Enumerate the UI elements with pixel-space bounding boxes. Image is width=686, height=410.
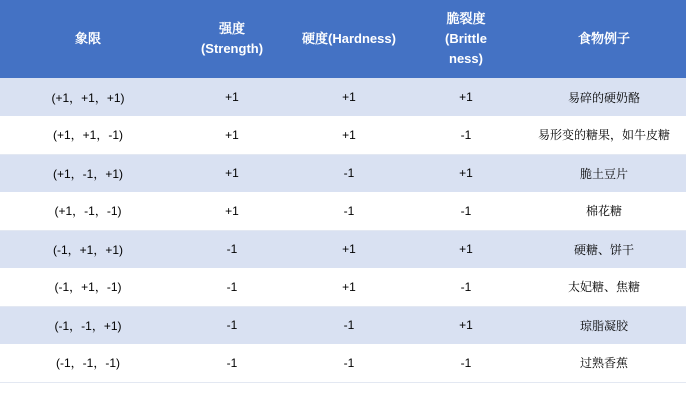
cell-strength: -1 bbox=[176, 268, 288, 306]
cell-quadrant: (-1，-1，+1) bbox=[0, 306, 176, 344]
cell-quadrant: (+1，+1，+1) bbox=[0, 78, 176, 116]
cell-food-example: 易碎的硬奶酪 bbox=[522, 78, 686, 116]
table-row bbox=[0, 192, 686, 230]
table-row bbox=[0, 116, 686, 154]
cell-brittleness: -1 bbox=[410, 192, 522, 230]
cell-hardness: +1 bbox=[288, 78, 410, 116]
table-row bbox=[0, 154, 686, 192]
cell-strength: +1 bbox=[176, 116, 288, 154]
header-line: 象限 bbox=[74, 31, 101, 46]
cell-food-example: 过熟香蕉 bbox=[522, 344, 686, 382]
cell-quadrant: (+1，+1，-1) bbox=[0, 116, 176, 154]
cell-hardness: -1 bbox=[288, 192, 410, 230]
header-line: (Brittle bbox=[445, 31, 487, 46]
cell-quadrant: (-1，-1，-1) bbox=[0, 344, 176, 382]
header-line: (Strength) bbox=[200, 41, 264, 56]
cell-hardness: -1 bbox=[288, 154, 410, 192]
cell-quadrant: (+1，-1，-1) bbox=[0, 192, 176, 230]
cell-food-example: 棉花糖 bbox=[522, 192, 686, 230]
table-header-row bbox=[0, 0, 686, 78]
cell-hardness: -1 bbox=[288, 306, 410, 344]
cell-quadrant: (-1，+1，-1) bbox=[0, 268, 176, 306]
cell-brittleness: -1 bbox=[410, 268, 522, 306]
cell-hardness: +1 bbox=[288, 268, 410, 306]
cell-quadrant: (+1，-1，+1) bbox=[0, 154, 176, 192]
cell-brittleness: +1 bbox=[410, 230, 522, 268]
cell-brittleness: +1 bbox=[410, 306, 522, 344]
column-header-strength bbox=[176, 0, 288, 78]
table-row bbox=[0, 306, 686, 344]
header-line: 食物例子 bbox=[577, 31, 630, 46]
column-header-food-examples bbox=[522, 0, 686, 78]
cell-quadrant: (-1，+1，+1) bbox=[0, 230, 176, 268]
table-row bbox=[0, 268, 686, 306]
cell-hardness: -1 bbox=[288, 344, 410, 382]
cell-hardness: +1 bbox=[288, 230, 410, 268]
cell-brittleness: +1 bbox=[410, 78, 522, 116]
table-row bbox=[0, 230, 686, 268]
cell-strength: -1 bbox=[176, 306, 288, 344]
cell-strength: +1 bbox=[176, 192, 288, 230]
cell-food-example: 易形变的糖果，如牛皮糖 bbox=[522, 116, 686, 154]
cell-food-example: 硬糖、饼干 bbox=[522, 230, 686, 268]
cell-hardness: +1 bbox=[288, 116, 410, 154]
header-line: 脆裂度 bbox=[446, 11, 486, 26]
cell-food-example: 太妃糖、焦糖 bbox=[522, 268, 686, 306]
cell-food-example: 脆土豆片 bbox=[522, 154, 686, 192]
column-header-hardness bbox=[288, 0, 410, 78]
cell-brittleness: +1 bbox=[410, 154, 522, 192]
column-header-quadrant bbox=[0, 0, 176, 78]
cell-strength: +1 bbox=[176, 78, 288, 116]
table-header bbox=[0, 0, 686, 78]
table-row bbox=[0, 78, 686, 116]
cell-strength: +1 bbox=[176, 154, 288, 192]
cell-strength: -1 bbox=[176, 344, 288, 382]
header-line: 强度 bbox=[218, 21, 245, 36]
cell-food-example: 琼脂凝胶 bbox=[522, 306, 686, 344]
table-row bbox=[0, 344, 686, 382]
header-line: 硬度(Hardness) bbox=[302, 31, 396, 46]
cell-strength: -1 bbox=[176, 230, 288, 268]
table-body bbox=[0, 78, 686, 382]
cell-brittleness: -1 bbox=[410, 116, 522, 154]
cell-brittleness: -1 bbox=[410, 344, 522, 382]
header-line: ness) bbox=[449, 51, 483, 66]
column-header-brittleness bbox=[410, 0, 522, 78]
